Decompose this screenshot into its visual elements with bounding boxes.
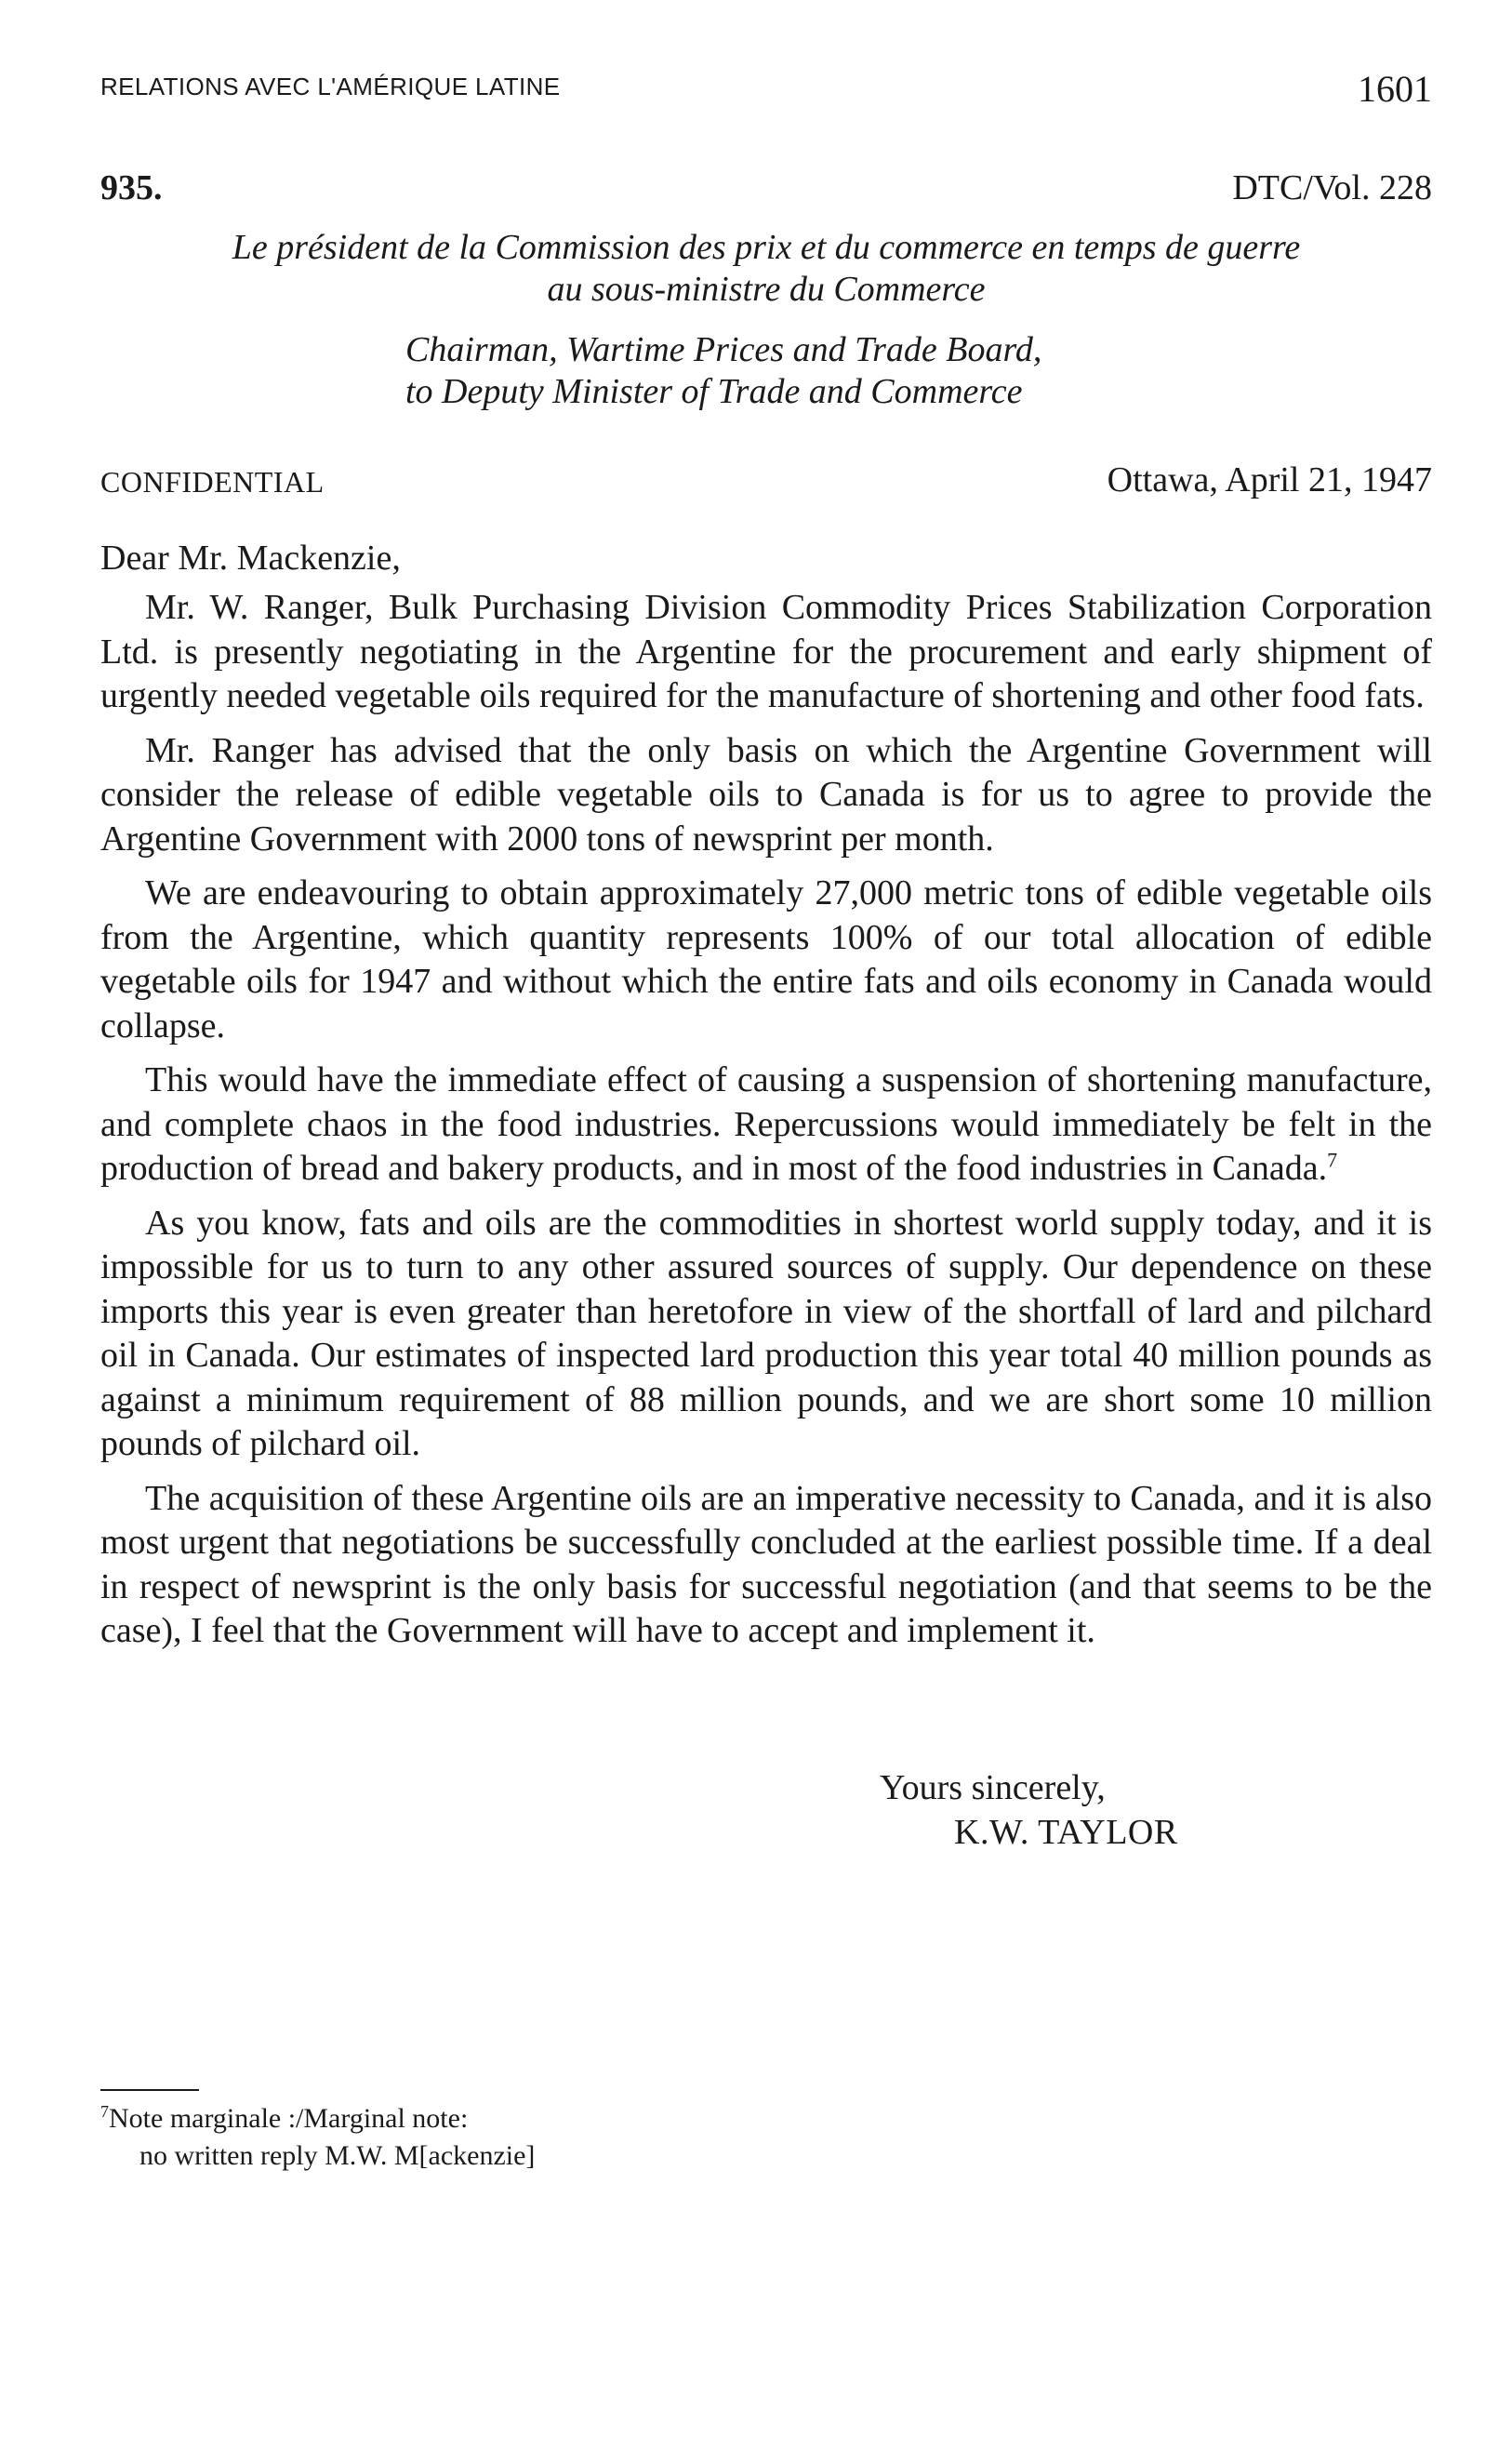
footnote-line-2: no written reply M.W. M[ackenzie] bbox=[139, 2140, 536, 2171]
footnote bbox=[100, 2100, 535, 2175]
complimentary-close: Yours sincerely, bbox=[880, 1768, 1106, 1807]
english-heading bbox=[100, 329, 1432, 413]
english-heading-line-1: Chairman, Wartime Prices and Trade Board, bbox=[405, 330, 1042, 369]
salutation: Dear Mr. Mackenzie, bbox=[100, 539, 401, 578]
paragraph-5: As you know, fats and oils are the commodities in shortest world supply today, and it is impossible for us to turn to any other assured sources of supply. Our dependence on these imports this year is even greater than heretofore in view of the shortfall of lard and pilchard oil in Canada. Our estimates of inspected lard production this year total 40 million pounds as against a minimum requirement of 88 million pounds, and we are short some 10 million pounds of pilchard oil. bbox=[100, 1203, 1432, 1463]
paragraph-4-text: This would have the immediate effect of causing a suspension of shortening manufacture, and complete chaos in the food industries. Repercussions would immediately be felt in the production of bread and bakery products, and in most of the food industries in Canada. bbox=[100, 1060, 1432, 1188]
paragraph-2: Mr. Ranger has advised that the only basis on which the Argentine Government will consider the release of edible vegetable oils to Canada is for us to agree to provide the Argentine Government with 2000 tons of newsprint per month. bbox=[100, 730, 1432, 859]
archive-reference: DTC/Vol. 228 bbox=[1232, 168, 1432, 207]
footnote-line-1 bbox=[100, 2100, 535, 2137]
running-head bbox=[100, 67, 1432, 113]
paragraph-3: We are endeavouring to obtain approximately 27,000 metric tons of edible vegetable oils from the Argentine, which quantity represents 100% of our total allocation of edible vegetable oils for 1947 and without which the entire fats and oils economy in Canada would collapse. bbox=[100, 873, 1432, 1045]
footnote-marker: 7 bbox=[100, 2102, 109, 2121]
french-heading-line-2: au sous-ministre du Commerce bbox=[547, 270, 986, 309]
page-number: 1601 bbox=[1358, 68, 1432, 110]
french-heading bbox=[100, 227, 1432, 311]
closing-block bbox=[880, 1765, 1178, 1855]
footnote-rule bbox=[100, 2089, 199, 2091]
paragraph-6: The acquisition of these Argentine oils are an imperative necessity to Canada, and it is also most urgent that negotiations be successfully concluded at the earliest possible time. If a deal in respect of newsprint is the only basis for successful negotiation (and that seems to be the case), I feel that the Government will have to accept and implement it. bbox=[100, 1478, 1432, 1650]
document-number: 935. bbox=[100, 168, 163, 207]
paragraph-1: Mr. W. Ranger, Bulk Purchasing Division Commodity Prices Stabilization Corporation Ltd. is presently negotiating in the Argentine for the procurement and early shipment of urgently needed vegetable oils required for the manufacture of shortening and other food fats. bbox=[100, 588, 1432, 715]
letter-body bbox=[100, 586, 1432, 1664]
french-heading-line-1: Le président de la Commission des prix et du commerce en temps de guerre bbox=[232, 228, 1301, 267]
document-header bbox=[100, 167, 1432, 214]
classification-label: CONFIDENTIAL bbox=[100, 465, 325, 499]
footnote-reference: 7 bbox=[1327, 1148, 1338, 1172]
footnote-text-1: Note marginale :/Marginal note: bbox=[109, 2103, 469, 2134]
paragraph-4 bbox=[100, 1059, 1432, 1192]
dateline bbox=[100, 459, 1432, 506]
english-heading-line-2: to Deputy Minister of Trade and Commerce bbox=[405, 372, 1023, 411]
running-title: RELATIONS AVEC L'AMÉRIQUE LATINE bbox=[100, 73, 561, 100]
signature: K.W. TAYLOR bbox=[954, 1813, 1178, 1852]
place-and-date: Ottawa, April 21, 1947 bbox=[1107, 460, 1432, 499]
